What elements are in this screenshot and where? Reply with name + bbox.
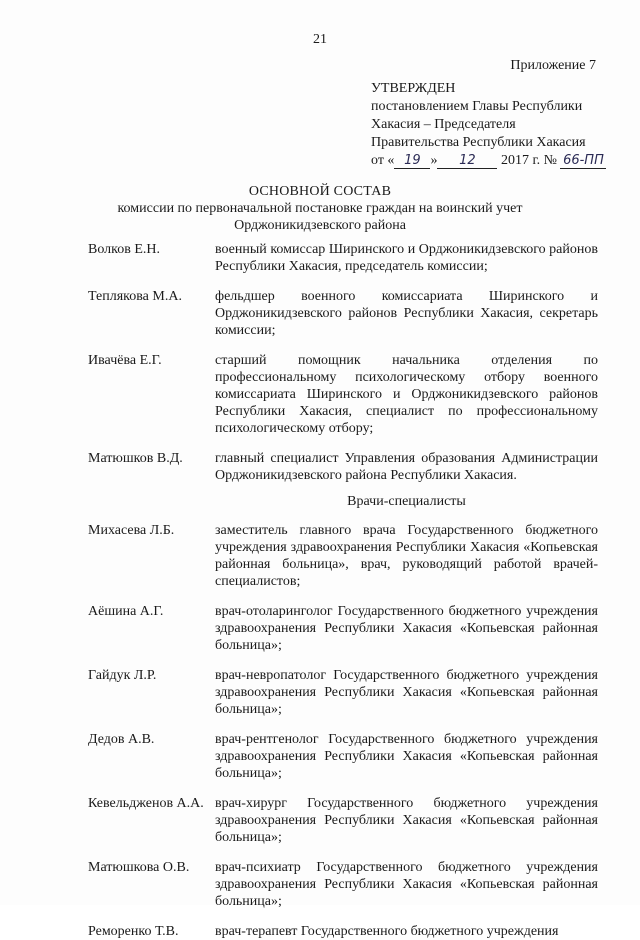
doctor-role: врач-терапевт Государственного бюджетного учреждения	[215, 924, 559, 939]
title-sub-1: комиссии по первоначальной постановке граждан на воинский учет	[117, 201, 523, 216]
section-heading-doctors: Врачи-специалисты	[347, 494, 466, 509]
member-name: Матюшков В.Д.	[88, 451, 183, 466]
approval-line-2: Хакасия – Председателя	[371, 117, 516, 132]
approval-block	[371, 80, 621, 170]
doctor-row	[88, 923, 598, 940]
approval-line-1: постановлением Главы Республики	[371, 99, 583, 114]
member-name: Волков Е.Н.	[88, 242, 161, 257]
member-name: Ивачёва Е.Г.	[88, 353, 162, 368]
resolution-number-handwritten: 66-ПП	[560, 154, 606, 169]
document-title	[0, 183, 640, 234]
doctor-name: Кевельдженов А.А.	[88, 796, 204, 811]
doctor-row	[88, 795, 598, 846]
member-row	[88, 352, 598, 437]
doctor-row	[88, 603, 598, 654]
page-number: 21	[313, 32, 327, 47]
member-role: фельдшер военного комиссариата Ширинского и Орджоникидзевского районов Республики Хакасия, секретарь комиссии;	[215, 289, 598, 338]
date-mid: »	[430, 153, 438, 168]
doctor-row	[88, 522, 598, 590]
doctor-role: заместитель главного врача Государственного бюджетного учреждения здравоохранения Республики Хакасия «Копьевская районная больница», врач, руководящий работой врачей-специалистов;	[215, 523, 598, 589]
member-row	[88, 288, 598, 339]
members-list	[88, 241, 598, 940]
doctor-name: Реморенко Т.В.	[88, 924, 179, 939]
doctor-row	[88, 731, 598, 782]
doctor-name: Дедов А.В.	[88, 732, 155, 747]
doctor-role: врач-отоларинголог Государственного бюджетного учреждения здравоохранения Республики Хакасия «Копьевская районная больница»;	[215, 604, 598, 653]
member-role: главный специалист Управления образования Администрации Орджоникидзевского района Республики Хакасия.	[215, 451, 598, 483]
title-sub-2: Орджоникидзевского района	[234, 218, 406, 233]
member-role: старший помощник начальника отделения по профессиональному психологическому отбору военного комиссариата Ширинского и Орджоникидзевского районов Республики Хакасия, специалист по профессиональному психологическому отбору;	[215, 353, 598, 436]
date-year: 2017 г. №	[500, 153, 557, 168]
doctor-row	[88, 859, 598, 910]
doctor-name: Аёшина А.Г.	[88, 604, 164, 619]
doctor-row	[88, 667, 598, 718]
doctor-role: врач-психиатр Государственного бюджетного учреждения здравоохранения Республики Хакасия «Копьевская районная больница»;	[215, 860, 598, 909]
member-row	[88, 450, 598, 484]
title-main: ОСНОВНОЙ СОСТАВ	[248, 184, 392, 199]
date-month-handwritten: 12	[437, 154, 497, 169]
doctor-name: Гайдук Л.Р.	[88, 668, 157, 683]
doctor-role: врач-хирург Государственного бюджетного учреждения здравоохранения Республики Хакасия «Копьевская районная больница»;	[215, 796, 598, 845]
appendix-label: Приложение 7	[510, 58, 596, 73]
date-prefix: от «	[371, 153, 395, 168]
doctor-name: Матюшкова О.В.	[88, 860, 190, 875]
date-day-handwritten: 19	[394, 154, 430, 169]
doctor-name: Михасева Л.Б.	[88, 523, 175, 538]
member-role: военный комиссар Ширинского и Орджоникидзевского районов Республики Хакасия, председатель комиссии;	[215, 242, 598, 274]
approval-heading: УТВЕРЖДЕН	[371, 81, 456, 96]
doctor-role: врач-невропатолог Государственного бюджетного учреждения здравоохранения Республики Хакасия «Копьевская районная больница»;	[215, 668, 598, 717]
approval-date-line	[371, 152, 621, 170]
member-name: Теплякова М.А.	[88, 289, 182, 304]
doctor-role: врач-рентгенолог Государственного бюджетного учреждения здравоохранения Республики Хакасия «Копьевская районная больница»;	[215, 732, 598, 781]
member-row	[88, 241, 598, 275]
approval-line-3: Правительства Республики Хакасия	[371, 135, 586, 150]
